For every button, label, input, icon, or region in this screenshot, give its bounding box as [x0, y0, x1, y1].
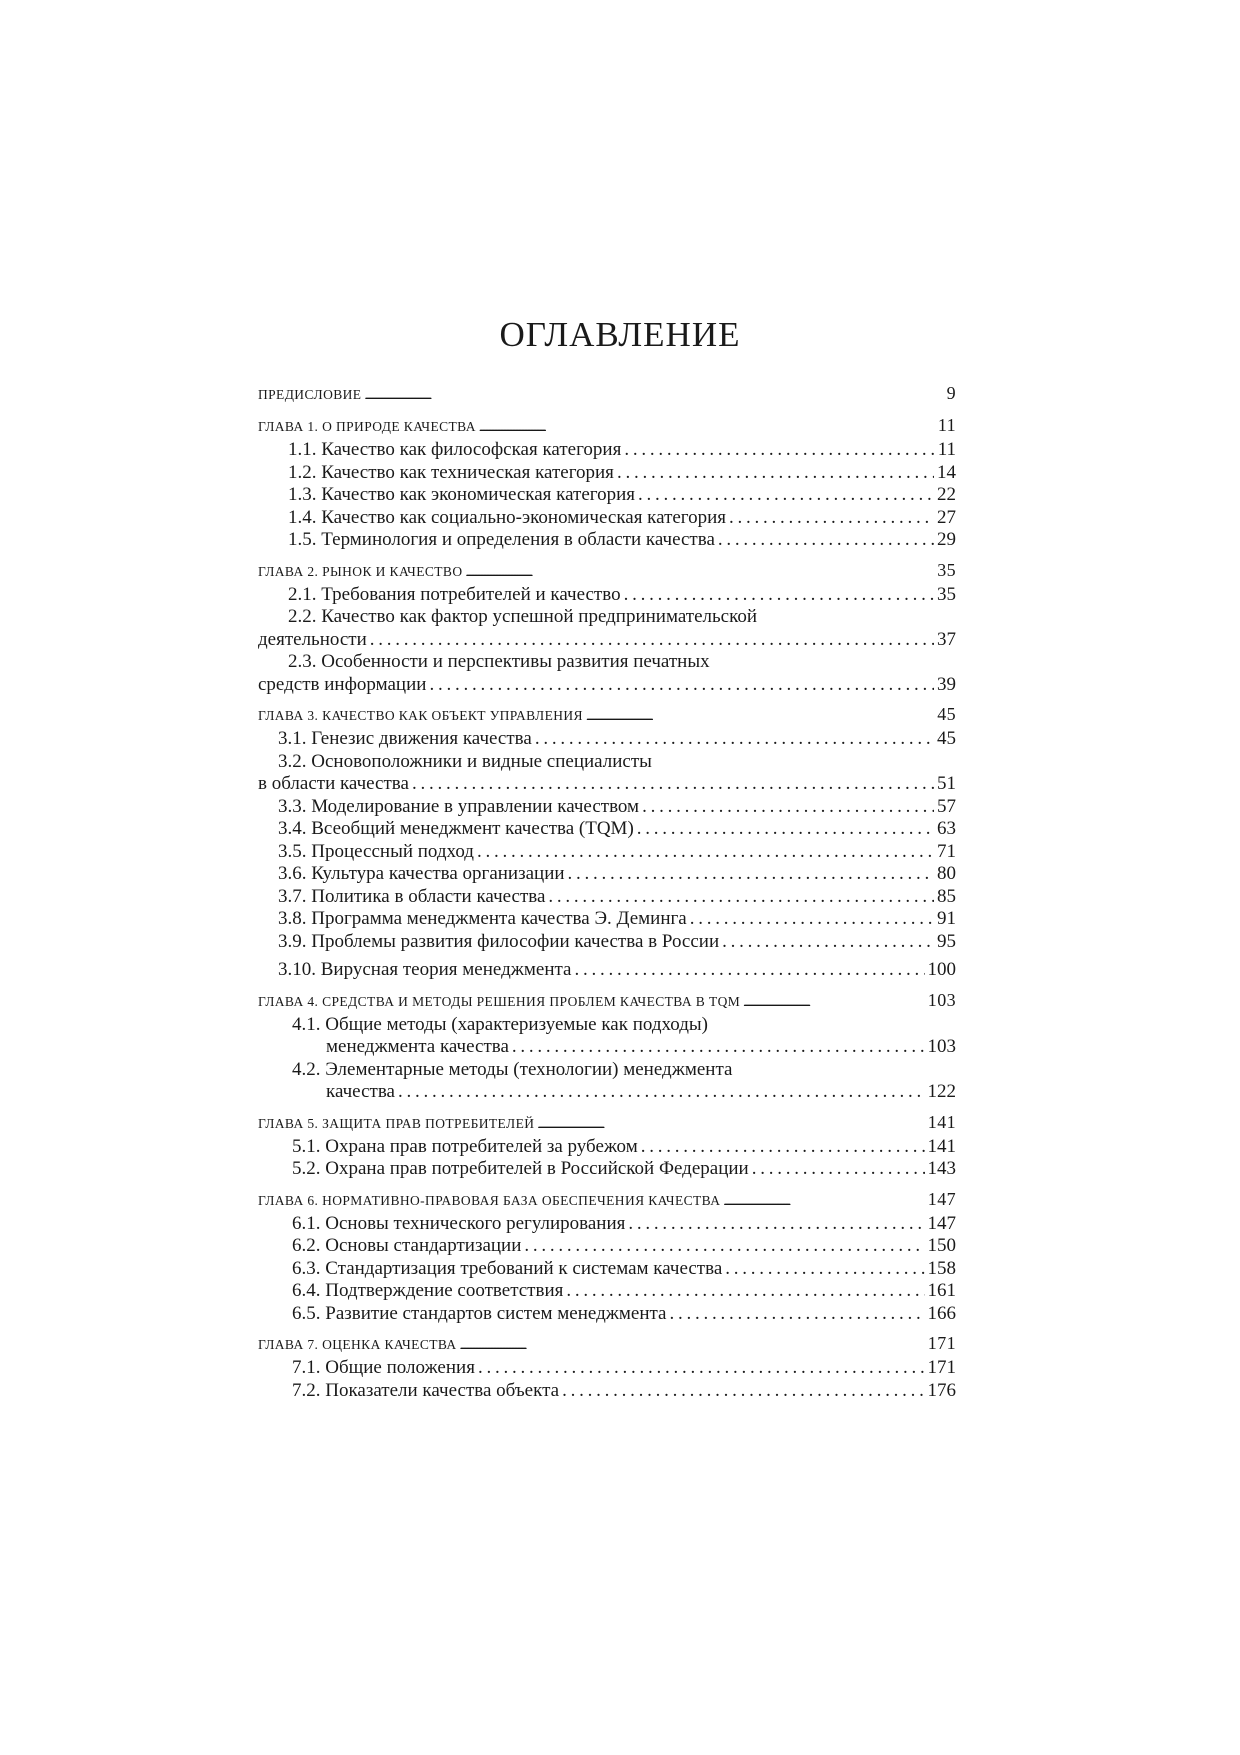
toc-label: ГЛАВА 3. КАЧЕСТВО КАК ОБЪЕКТ УПРАВЛЕНИЯ — [258, 708, 583, 723]
toc-page: 57 — [937, 795, 956, 817]
toc-page: 80 — [937, 863, 956, 884]
toc-section-7-1[interactable] — [258, 1357, 956, 1380]
toc-page: 141 — [927, 1111, 956, 1132]
toc-label: 5.1. Охрана прав потребителей за рубежом — [292, 1135, 638, 1157]
dot-leader — [535, 728, 934, 751]
toc-section-6-2[interactable] — [258, 1235, 956, 1258]
toc-page: 103 — [927, 1036, 956, 1057]
toc-section-6-5[interactable] — [258, 1303, 956, 1326]
toc-label: 3.6. Культура качества организации — [278, 863, 565, 884]
toc-section-6-1[interactable] — [258, 1213, 956, 1236]
toc-label: 3.5. Процессный подход — [278, 840, 474, 862]
toc-chapter-1[interactable] — [258, 414, 956, 439]
toc-label: 6.3. Стандартизация требований к системам качества — [292, 1257, 723, 1279]
toc-label: 6.4. Подтверждение соответствия — [292, 1280, 564, 1301]
toc-section-1-3[interactable] — [258, 484, 956, 507]
toc-page: 37 — [937, 628, 956, 650]
dot-leader — [729, 507, 934, 530]
toc-page: 39 — [937, 673, 956, 695]
dot-leader — [718, 529, 934, 552]
toc-label: 1.5. Терминология и определения в области качества — [288, 529, 715, 550]
toc-section-4-1-line1[interactable]: 4.1. Общие методы (характеризуемые как подходы) — [292, 1013, 708, 1035]
toc-label: 6.1. Основы технического регулирования — [292, 1212, 626, 1234]
toc-section-3-6[interactable] — [258, 863, 956, 886]
toc-page: 171 — [927, 1357, 956, 1378]
dot-leader — [669, 1303, 924, 1326]
dot-leader — [723, 1190, 924, 1213]
dot-leader — [562, 1380, 924, 1403]
toc-section-3-5[interactable] — [258, 841, 956, 864]
toc-label: 1.4. Качество как социально-экономическая категория — [288, 506, 727, 528]
toc-page: 11 — [937, 415, 956, 435]
toc-page: 45 — [937, 704, 956, 724]
toc-section-3-7[interactable] — [258, 886, 956, 909]
toc-label: ГЛАВА 7. ОЦЕНКА КАЧЕСТВА — [258, 1337, 457, 1352]
toc-label: 6.2. Основы стандартизации — [292, 1235, 522, 1256]
dot-leader — [743, 991, 925, 1014]
dot-leader — [478, 1357, 925, 1380]
dot-leader — [617, 462, 934, 485]
toc-page: 147 — [927, 1212, 956, 1234]
dot-leader — [429, 674, 934, 697]
toc-chapter-3[interactable] — [258, 703, 956, 728]
toc-chapter-preface[interactable] — [258, 382, 956, 407]
toc-section-2-3-line2[interactable] — [258, 674, 956, 697]
dot-leader — [722, 931, 934, 954]
toc-page: 158 — [927, 1257, 956, 1279]
dot-leader — [568, 863, 934, 886]
toc-section-4-2-line1[interactable]: 4.2. Элементарные методы (технологии) менеджмента — [292, 1058, 733, 1080]
dot-leader — [642, 796, 934, 819]
toc-section-3-3[interactable] — [258, 796, 956, 819]
dot-leader — [364, 384, 943, 407]
toc-label: ГЛАВА 4. СРЕДСТВА И МЕТОДЫ РЕШЕНИЯ ПРОБЛЕМ КАЧЕСТВА В TQM — [258, 993, 741, 1009]
toc-label: менеджмента качества — [326, 1036, 509, 1057]
toc-page: 166 — [927, 1302, 956, 1324]
toc-page: 143 — [927, 1158, 956, 1179]
toc-section-6-3[interactable] — [258, 1258, 956, 1281]
toc-label: 3.1. Генезис движения качества — [278, 728, 532, 749]
toc-page: 27 — [937, 506, 956, 528]
toc-page: 9 — [946, 383, 956, 403]
dot-leader — [460, 1334, 925, 1357]
dot-leader — [690, 908, 934, 931]
dot-leader — [566, 1280, 924, 1303]
toc-section-2-1[interactable] — [258, 584, 956, 607]
toc-chapter-7[interactable] — [258, 1332, 956, 1357]
toc-chapter-6[interactable] — [258, 1188, 956, 1213]
toc-label: 1.1. Качество как философская категория — [288, 439, 622, 460]
dot-leader — [512, 1036, 925, 1059]
toc-section-3-1[interactable] — [258, 728, 956, 751]
toc-section-3-9[interactable] — [258, 931, 956, 954]
dot-leader — [725, 1258, 924, 1281]
dot-leader — [479, 416, 935, 439]
toc-page: 35 — [937, 559, 956, 580]
toc-page: 45 — [937, 728, 956, 749]
toc-label: ГЛАВА 6. НОРМАТИВНО-ПРАВОВАЯ БАЗА ОБЕСПЕЧЕНИЯ КАЧЕСТВА — [258, 1192, 721, 1208]
toc-label: ГЛАВА 2. РЫНОК И КАЧЕСТВО — [258, 563, 463, 579]
toc-label: 3.3. Моделирование в управлении качеством — [278, 795, 640, 817]
toc-page: 150 — [927, 1235, 956, 1256]
toc-label: качества — [326, 1081, 395, 1102]
toc-label: деятельности — [258, 628, 367, 650]
toc-section-7-2[interactable] — [258, 1380, 956, 1403]
toc-label: 2.1. Требования потребителей и качество — [288, 583, 621, 605]
toc-chapter-5[interactable] — [258, 1111, 956, 1136]
dot-leader — [628, 1213, 924, 1236]
dot-leader — [465, 561, 934, 584]
toc-section-3-2-line1[interactable]: 3.2. Основоположники и видные специалисты — [278, 750, 652, 772]
dot-leader — [370, 629, 934, 652]
toc-label: средств информации — [258, 673, 427, 695]
toc-section-4-1-line2[interactable] — [258, 1036, 956, 1059]
toc-section-3-10[interactable] — [258, 959, 956, 982]
toc-page: 11 — [937, 439, 956, 460]
dot-leader — [624, 439, 934, 462]
toc-label: в области качества — [258, 773, 409, 794]
toc-label: 3.8. Программа менеджмента качества Э. Деминга — [278, 908, 687, 929]
toc-section-2-2-line1[interactable]: 2.2. Качество как фактор успешной предпринимательской — [288, 606, 758, 627]
toc-page: 171 — [927, 1333, 956, 1353]
toc-label: ГЛАВА 5. ЗАЩИТА ПРАВ ПОТРЕБИТЕЛЕЙ — [258, 1115, 535, 1131]
dot-leader — [412, 773, 934, 796]
toc-chapter-2[interactable] — [258, 559, 956, 584]
dot-leader — [524, 1235, 924, 1258]
toc-label: 6.5. Развитие стандартов систем менеджмента — [292, 1302, 667, 1324]
toc-section-1-2[interactable] — [258, 462, 956, 485]
toc-label: ГЛАВА 1. О ПРИРОДЕ КАЧЕСТВА — [258, 419, 476, 434]
toc-section-1-1[interactable] — [258, 439, 956, 462]
toc-label: 7.1. Общие положения — [292, 1357, 475, 1378]
toc-page: 100 — [927, 959, 956, 980]
dot-leader — [586, 705, 934, 728]
toc-page: 147 — [927, 1188, 956, 1209]
toc-section-2-2-line2[interactable] — [258, 629, 956, 652]
toc-section-4-2-line2[interactable] — [258, 1081, 956, 1104]
toc-page: 141 — [927, 1135, 956, 1157]
toc-page: 35 — [937, 583, 956, 605]
toc-page: 122 — [927, 1081, 956, 1102]
toc-section-5-2[interactable] — [258, 1158, 956, 1181]
table-of-contents — [258, 382, 956, 1402]
dot-leader — [574, 959, 924, 982]
toc-label: ПРЕДИСЛОВИЕ — [258, 387, 362, 402]
dot-leader — [537, 1113, 924, 1136]
toc-page: 51 — [937, 773, 956, 794]
toc-section-1-5[interactable] — [258, 529, 956, 552]
toc-page: 161 — [927, 1280, 956, 1301]
toc-page: 103 — [927, 989, 956, 1010]
toc-label: 3.9. Проблемы развития философии качества в России — [278, 930, 720, 952]
toc-page: 71 — [937, 840, 956, 862]
dot-leader — [624, 584, 934, 607]
dot-leader — [398, 1081, 925, 1104]
toc-section-3-4[interactable] — [258, 818, 956, 841]
toc-label: 5.2. Охрана прав потребителей в Российской Федерации — [292, 1158, 749, 1179]
toc-section-5-1[interactable] — [258, 1136, 956, 1159]
toc-section-6-4[interactable] — [258, 1280, 956, 1303]
toc-chapter-4[interactable] — [258, 989, 956, 1014]
dot-leader — [477, 841, 934, 864]
toc-label: 3.10. Вирусная теория менеджмента — [278, 959, 572, 980]
toc-page: 85 — [937, 885, 956, 907]
toc-section-3-8[interactable] — [258, 908, 956, 931]
toc-page: 63 — [937, 818, 956, 839]
dot-leader — [637, 818, 934, 841]
toc-label: 3.7. Политика в области качества — [278, 885, 546, 907]
dot-leader — [548, 886, 934, 909]
toc-page: 14 — [937, 461, 956, 483]
toc-section-2-3-line1[interactable]: 2.3. Особенности и перспективы развития печатных — [288, 651, 710, 672]
toc-label: 1.3. Качество как экономическая категория — [288, 484, 636, 505]
toc-page: 29 — [937, 529, 956, 550]
toc-section-3-2-line2[interactable] — [258, 773, 956, 796]
dot-leader — [641, 1136, 925, 1159]
toc-page: 176 — [927, 1379, 956, 1401]
toc-label: 1.2. Качество как техническая категория — [288, 461, 614, 483]
dot-leader — [752, 1158, 925, 1181]
toc-page: 91 — [937, 908, 956, 929]
toc-label: 3.4. Всеобщий менеджмент качества (TQM) — [278, 818, 634, 839]
toc-page: 95 — [937, 930, 956, 952]
page-title: ОГЛАВЛЕНИЕ — [499, 315, 741, 354]
dot-leader — [638, 484, 934, 507]
toc-section-1-4[interactable] — [258, 507, 956, 530]
toc-page: 22 — [937, 484, 956, 505]
toc-label: 7.2. Показатели качества объекта — [292, 1379, 560, 1401]
